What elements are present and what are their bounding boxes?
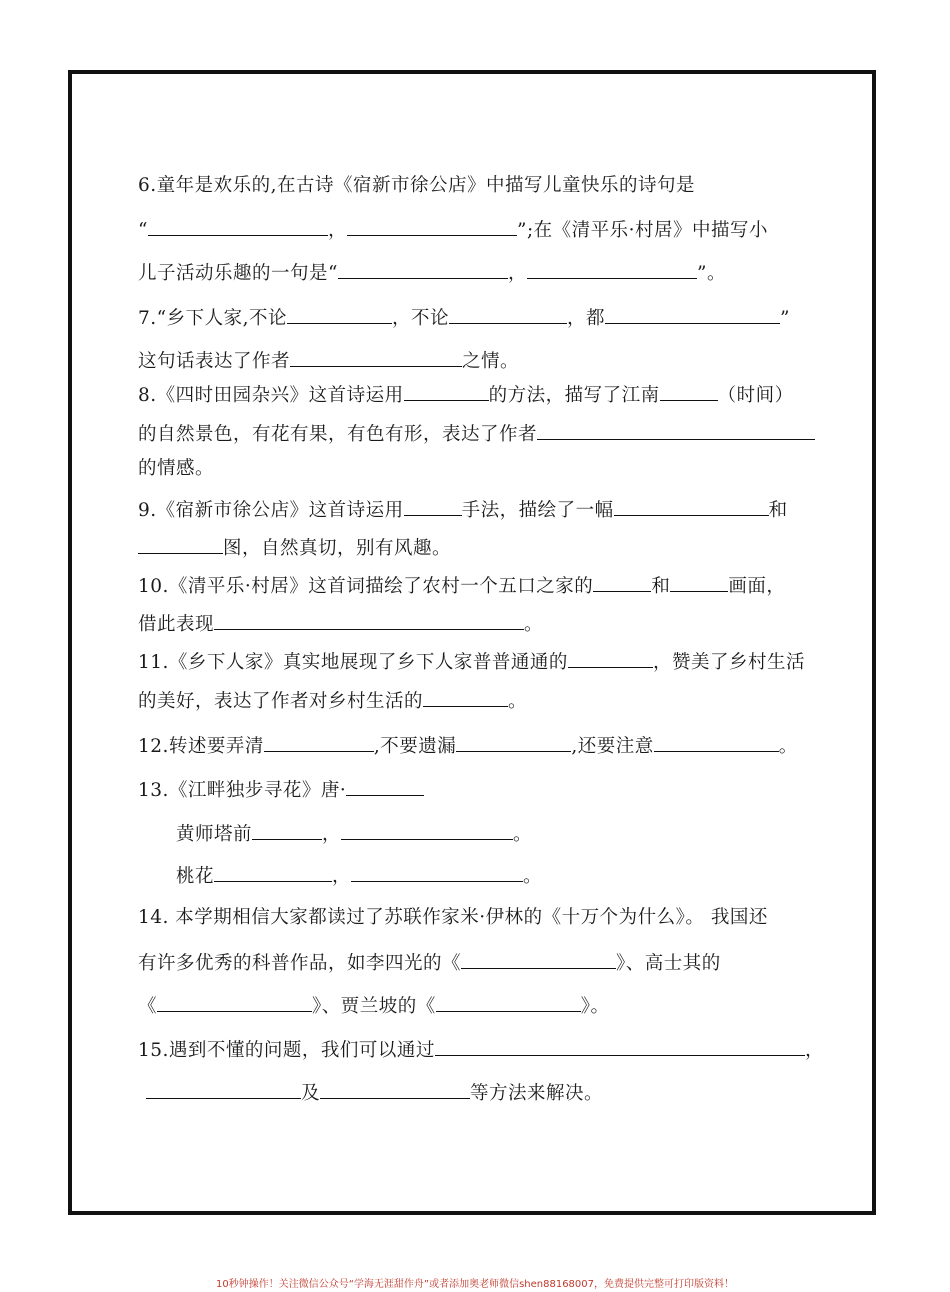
- text: 7.“乡下人家,不论: [138, 308, 287, 329]
- text: 和: [651, 576, 671, 597]
- answer-blank[interactable]: [148, 215, 328, 236]
- text: 》、高士其的: [616, 953, 721, 974]
- answer-blank[interactable]: [527, 258, 697, 279]
- text: ”: [780, 308, 790, 329]
- answer-blank[interactable]: [146, 1078, 301, 1099]
- text: 12.转述要弄清: [138, 736, 264, 757]
- answer-blank[interactable]: [157, 991, 312, 1012]
- text: ，: [327, 220, 347, 241]
- text: 14. 本学期相信大家都读过了苏联作家米·伊林的《十万个为什么》。 我国还: [138, 907, 768, 928]
- text: ，赞美了乡村生活: [652, 652, 805, 673]
- text: （时间）: [717, 385, 794, 406]
- answer-blank[interactable]: [670, 571, 728, 592]
- answer-blank[interactable]: [614, 495, 769, 516]
- text: 11.《乡下人家》真实地展现了乡下人家普普通通的: [138, 652, 568, 673]
- answer-blank[interactable]: [660, 380, 718, 401]
- text: 借此表现: [138, 614, 215, 635]
- q9-line1: [138, 495, 788, 524]
- q8-line1: [138, 380, 794, 409]
- text: 》、贾兰坡的《: [312, 996, 436, 1017]
- q14-line2: [138, 948, 721, 977]
- answer-blank[interactable]: [593, 571, 651, 592]
- q6-line3: [138, 258, 726, 287]
- text: 等方法来解决。: [470, 1083, 604, 1104]
- q14-line1: [138, 905, 768, 931]
- answer-blank[interactable]: [435, 1035, 805, 1056]
- text: ，: [322, 824, 342, 845]
- text: 儿子活动乐趣的一句是“: [138, 263, 338, 284]
- text: 15.遇到不懂的问题，我们可以通过: [138, 1040, 435, 1061]
- q15-line2: [146, 1078, 603, 1107]
- q11-line1: [138, 647, 805, 676]
- text: ，都: [567, 308, 606, 329]
- answer-blank[interactable]: [456, 731, 571, 752]
- text: 9.《宿新市徐公店》这首诗运用: [138, 500, 404, 521]
- text: 桃花: [176, 866, 215, 887]
- q13-line2: [176, 861, 542, 890]
- answer-blank[interactable]: [264, 731, 374, 752]
- text: ，: [804, 1040, 824, 1061]
- footer-note: 10秒钟操作！关注微信公众号“学海无涯甜作舟”或者添加奥老师微信shen88168007，免费提供完整可打印版资料！: [215, 1279, 735, 1290]
- text: 的自然景色，有花有果，有色有形，表达了作者: [138, 424, 538, 445]
- text: 图，自然真切，别有风趣。: [223, 538, 452, 559]
- answer-blank[interactable]: [404, 380, 489, 401]
- answer-blank[interactable]: [568, 647, 653, 668]
- answer-blank[interactable]: [338, 258, 508, 279]
- q7-line2: [138, 346, 519, 375]
- text: ,还要注意: [571, 736, 654, 757]
- q8-line3: [138, 456, 214, 482]
- text: ”。: [696, 263, 726, 284]
- text: 画面，: [728, 576, 786, 597]
- text: 手法，描绘了一幅: [461, 500, 614, 521]
- answer-blank[interactable]: [138, 533, 223, 554]
- text: 有许多优秀的科普作品，如李四光的《: [138, 953, 462, 974]
- q7-line1: [138, 303, 790, 332]
- q9-line2: [138, 533, 451, 562]
- answer-blank[interactable]: [436, 991, 581, 1012]
- text: ”;在《清平乐·村居》中描写小: [516, 220, 769, 241]
- answer-blank[interactable]: [346, 775, 424, 796]
- text: “: [138, 220, 148, 241]
- text: 的方法，描写了江南: [488, 385, 660, 406]
- answer-blank[interactable]: [423, 686, 508, 707]
- text: ，: [332, 866, 352, 887]
- text: 6.童年是欢乐的,在古诗《宿新市徐公店》中描写儿童快乐的诗句是: [138, 175, 696, 196]
- text: ，不论: [392, 308, 450, 329]
- answer-blank[interactable]: [252, 819, 322, 840]
- q11-line2: [138, 686, 527, 715]
- text: 这句话表达了作者: [138, 351, 291, 372]
- text: 8.《四时田园杂兴》这首诗运用: [138, 385, 404, 406]
- text: 和: [768, 500, 788, 521]
- answer-blank[interactable]: [449, 303, 567, 324]
- q6-line2: [138, 215, 768, 244]
- text: 黄师塔前: [176, 824, 253, 845]
- answer-blank[interactable]: [537, 419, 815, 440]
- answer-blank[interactable]: [654, 731, 779, 752]
- text: 的美好，表达了作者对乡村生活的: [138, 691, 424, 712]
- answer-blank[interactable]: [214, 861, 332, 882]
- q10-line1: [138, 571, 785, 600]
- text: ，: [507, 263, 527, 284]
- q14-line3: [138, 991, 610, 1020]
- text: 《: [138, 996, 158, 1017]
- text: 。: [524, 614, 544, 635]
- text: 。: [508, 691, 528, 712]
- q8-line2: [138, 419, 815, 448]
- answer-blank[interactable]: [351, 861, 523, 882]
- text: 。: [778, 736, 798, 757]
- answer-blank[interactable]: [341, 819, 513, 840]
- text: 10.《清平乐·村居》这首词描绘了农村一个五口之家的: [138, 576, 594, 597]
- q12-line: [138, 731, 798, 760]
- answer-blank[interactable]: [461, 948, 616, 969]
- text: 。: [513, 824, 533, 845]
- text: 及: [301, 1083, 321, 1104]
- q13-title: [138, 775, 424, 804]
- text: 13.《江畔独步寻花》唐·: [138, 780, 347, 801]
- answer-blank[interactable]: [320, 1078, 470, 1099]
- q6-line1: [138, 173, 695, 199]
- q15-line1: [138, 1035, 824, 1064]
- text: 的情感。: [138, 458, 215, 479]
- answer-blank[interactable]: [287, 303, 392, 324]
- answer-blank[interactable]: [404, 495, 462, 516]
- text: 之情。: [462, 351, 520, 372]
- answer-blank[interactable]: [214, 609, 524, 630]
- q10-line2: [138, 609, 543, 638]
- answer-blank[interactable]: [290, 346, 462, 367]
- answer-blank[interactable]: [347, 215, 517, 236]
- text: 》。: [580, 996, 610, 1017]
- text: 。: [523, 866, 543, 887]
- text: ,不要遗漏: [373, 736, 457, 757]
- q13-line1: [176, 819, 532, 848]
- answer-blank[interactable]: [605, 303, 780, 324]
